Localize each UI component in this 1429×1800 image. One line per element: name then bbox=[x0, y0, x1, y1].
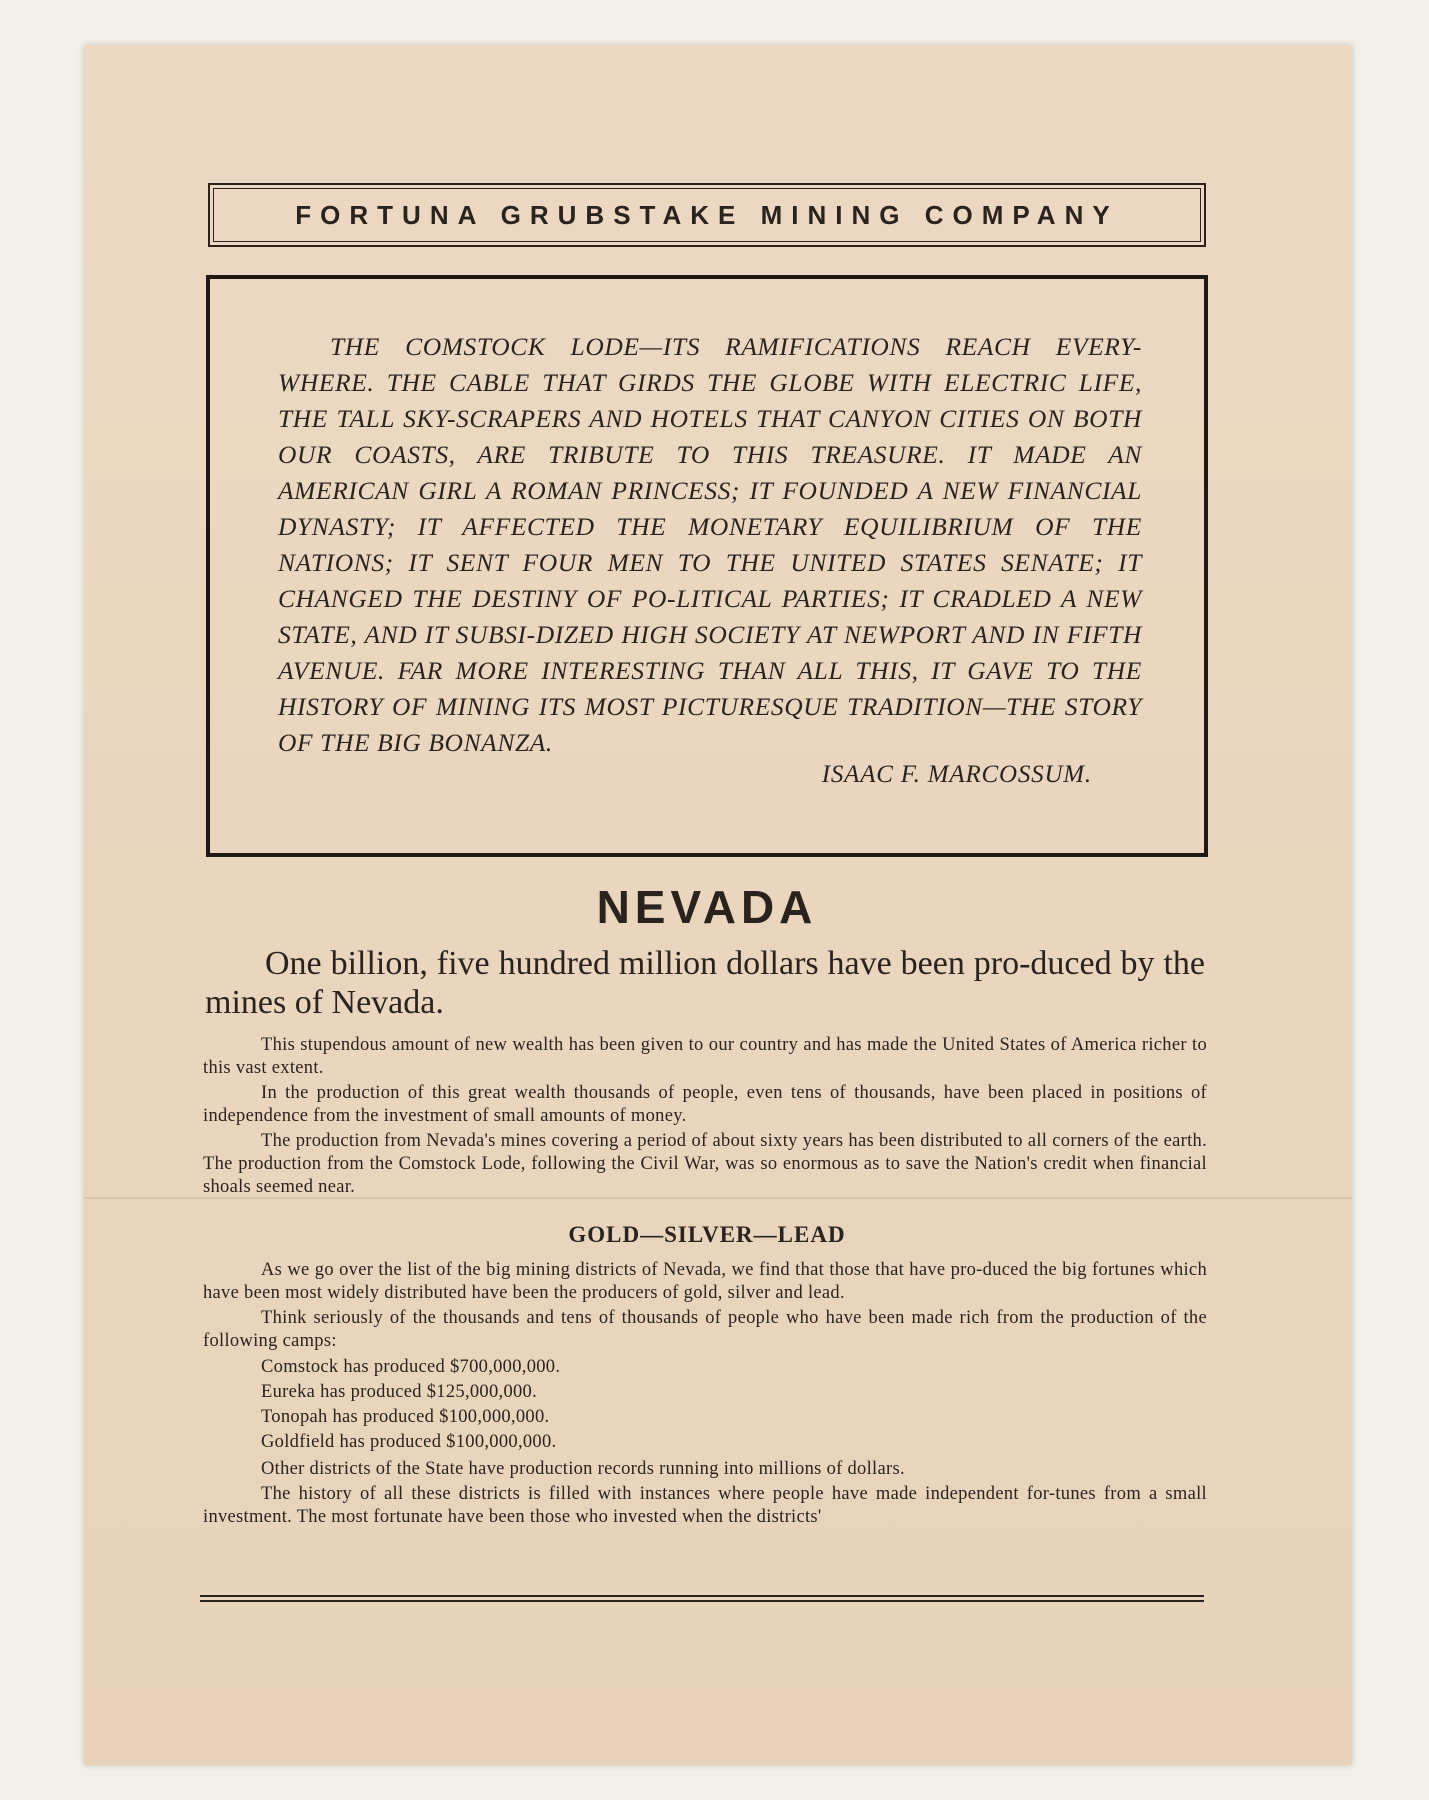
company-name: FORTUNA GRUBSTAKE MINING COMPANY bbox=[295, 199, 1119, 230]
production-item: Eureka has produced $125,000,000. bbox=[261, 1382, 538, 1402]
company-header-box bbox=[208, 183, 1206, 247]
gold-silver-lead-heading: GOLD—SILVER—LEAD bbox=[568, 1222, 846, 1247]
quote-author: ISAAC F. MARCOSSUM. bbox=[821, 761, 1092, 788]
company-header-inner-border bbox=[213, 188, 1201, 242]
nevada-title: NEVADA bbox=[596, 881, 818, 933]
gold-paragraph: As we go over the list of the big mining districts of Nevada, we find that those that have pro-duced the big fortunes which have been most widely distributed have been the producers of gold, silver and lead. bbox=[203, 1260, 1207, 1303]
nevada-paragraph: This stupendous amount of new wealth has been given to our country and has made the United States of America richer to this vast extent. bbox=[203, 1035, 1207, 1078]
production-item: Goldfield has produced $100,000,000. bbox=[261, 1432, 557, 1452]
quote-box bbox=[206, 275, 1208, 857]
gold-paragraph: Think seriously of the thousands and tens of thousands of people who have been made rich from the production of the following camps: bbox=[203, 1308, 1207, 1351]
gold-paragraph: The history of all these districts is filled with instances where people have made independent for-tunes from a small investment. The most fortunate have been those who invested when the districts' bbox=[203, 1484, 1207, 1527]
production-item: Comstock has produced $700,000,000. bbox=[261, 1357, 561, 1377]
nevada-paragraph: The production from Nevada's mines covering a period of about sixty years has been distributed to all corners of the earth. The production from the Comstock Lode, following the Civil War, was so enormous as to save the Nation's credit when financial shoals seemed near. bbox=[203, 1131, 1207, 1197]
nevada-lead: One billion, five hundred million dollars have been pro-duced by the mines of Nevada. bbox=[205, 945, 1205, 1021]
quote-text: THE COMSTOCK LODE—ITS RAMIFICATIONS REACH EVERY-WHERE. THE CABLE THAT GIRDS THE GLOBE WITH ELECTRIC LIFE, THE TALL SKY-SCRAPERS AND HOTELS THAT CANYON CITIES ON BOTH OUR COASTS, ARE TRIBUTE TO THIS TREASURE. IT MADE AN AMERICAN GIRL A ROMAN PRINCESS; IT FOUNDED A NEW FINANCIAL DYNASTY; IT AFFECTED THE MONETARY EQUILIBRIUM OF THE NATIONS; IT SENT FOUR MEN TO THE UNITED STATES SENATE; IT CHANGED THE DESTINY OF PO-LITICAL PARTIES; IT CRADLED A NEW STATE, AND IT SUBSI-DIZED HIGH SOCIETY AT NEWPORT AND IN FIFTH AVENUE. FAR MORE INTERESTING THAN ALL THIS, IT GAVE TO THE HISTORY OF MINING ITS MOST PICTURESQUE TRADITION—THE STORY OF THE BIG BONANZA. bbox=[278, 332, 1142, 757]
gold-section-body bbox=[203, 1259, 1207, 1531]
production-item: Tonopah has produced $100,000,000. bbox=[261, 1407, 550, 1427]
production-list bbox=[203, 1355, 1207, 1455]
nevada-paragraph: In the production of this great wealth thousands of people, even tens of thousands, have been placed in positions of independence from the investment of small amounts of money. bbox=[203, 1083, 1207, 1126]
footer-double-rule bbox=[200, 1595, 1204, 1602]
nevada-body bbox=[203, 1034, 1207, 1201]
gold-paragraph: Other districts of the State have production records running into millions of dollars. bbox=[261, 1459, 905, 1479]
